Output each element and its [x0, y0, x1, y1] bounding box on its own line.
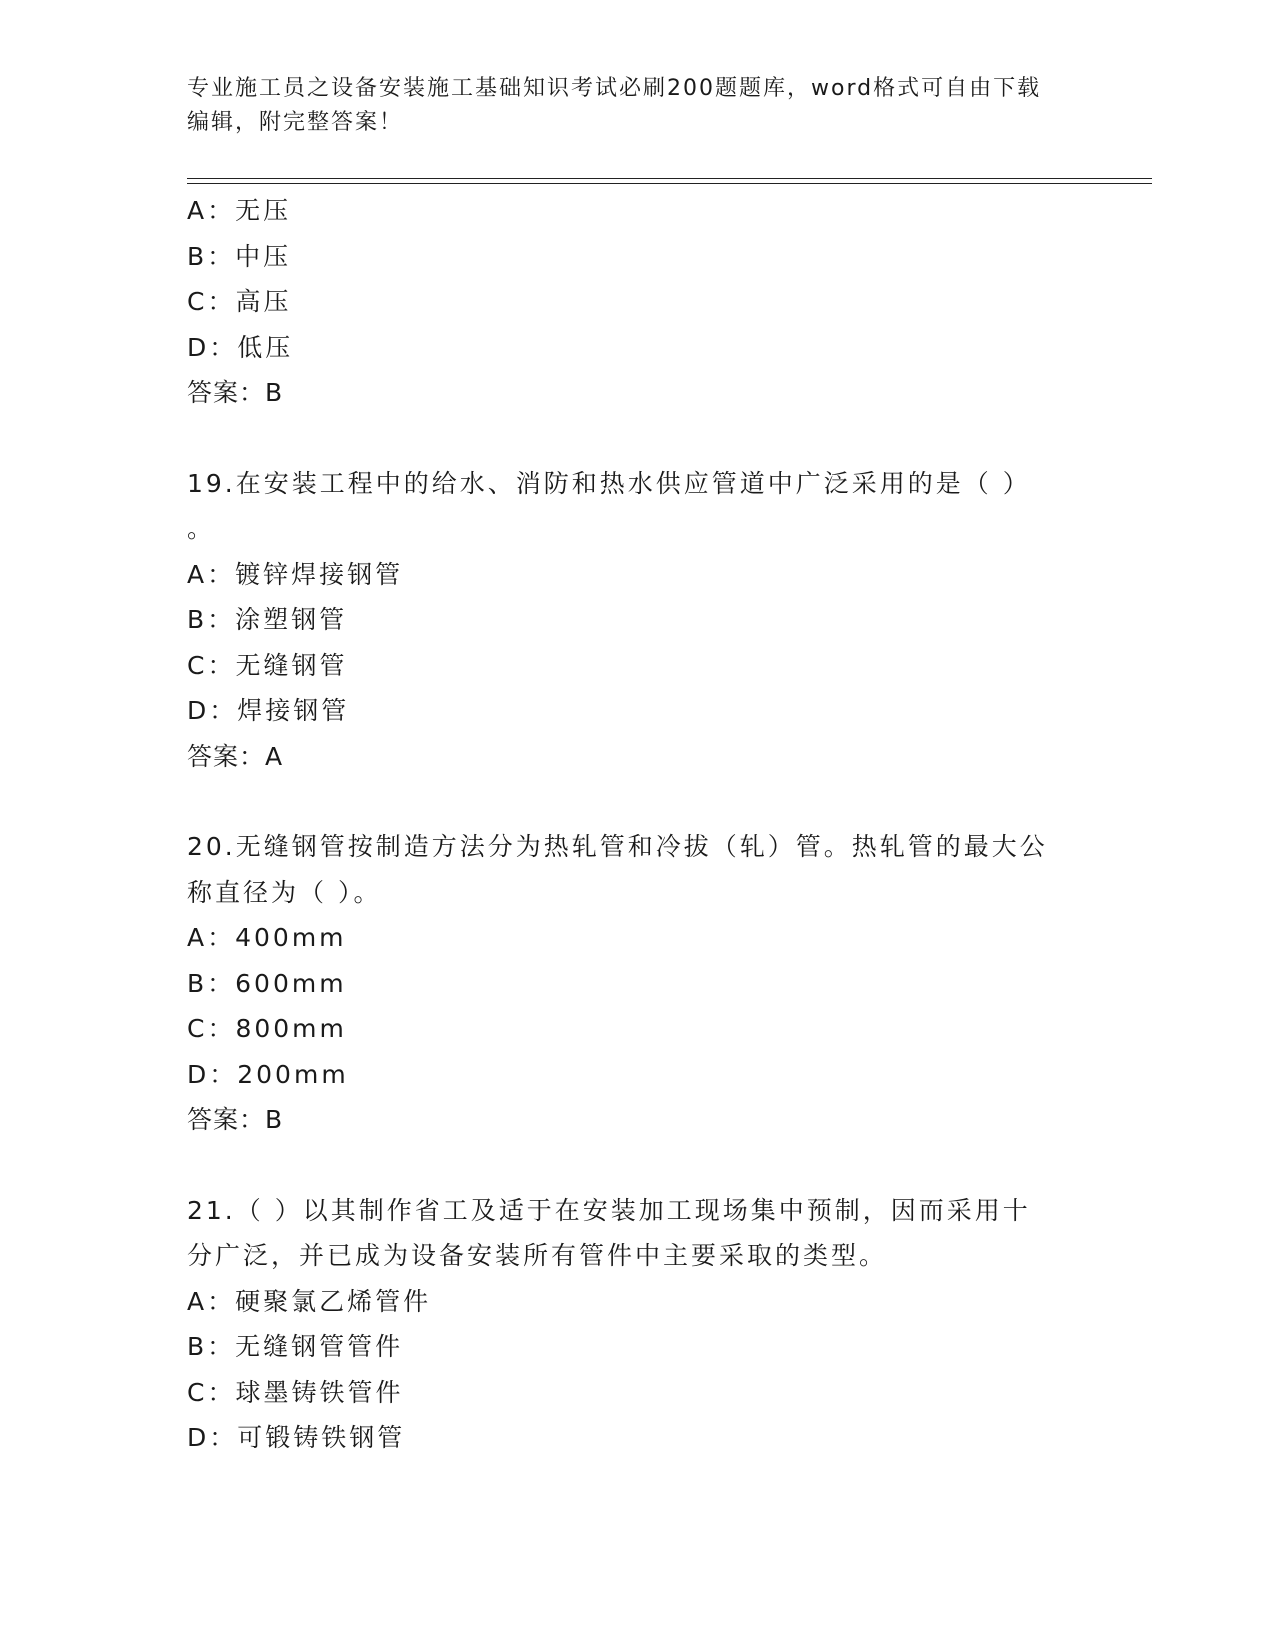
question-text [187, 461, 1087, 552]
option-c: C：球墨铸铁管件 [187, 1377, 404, 1407]
question-text-line-2: 。 [187, 514, 216, 543]
header-line-2: 编辑，附完整答案！ [187, 110, 404, 135]
header-divider-top [187, 178, 1152, 179]
header-line-1: 专业施工员之设备安装施工基础知识考试必刷200题题库，word格式可自由下载 [187, 76, 1042, 101]
question-text-line-1: 21.（ ）以其制作省工及适于在安装加工现场集中预制，因而采用十 [187, 1195, 1031, 1225]
question-text-line-1: 20.无缝钢管按制造方法分为热轧管和冷拔（轧）管。热轧管的最大公 [187, 832, 1048, 861]
option-c: C：高压 [187, 287, 292, 316]
option-a: A：无压 [187, 196, 292, 225]
question-21 [187, 1188, 1087, 1461]
question-text-line-1: 19.在安装工程中的给水、消防和热水供应管道中广泛采用的是（ ） [187, 468, 1031, 498]
option-d: D：200mm [187, 1059, 349, 1089]
option-c: C：无缝钢管 [187, 650, 348, 680]
question-20 [187, 824, 1087, 1143]
answer: 答案：B [187, 378, 284, 407]
option-b: B：中压 [187, 241, 292, 271]
question-18 [187, 188, 1087, 416]
question-text [187, 824, 1087, 915]
option-c: C：800mm [187, 1014, 347, 1043]
question-19 [187, 461, 1087, 780]
option-d: D：低压 [187, 332, 294, 362]
answer: 答案：A [187, 741, 284, 771]
option-b: B：600mm [187, 968, 347, 998]
option-a: A：硬聚氯乙烯管件 [187, 1286, 432, 1316]
option-b: B：涂塑钢管 [187, 605, 348, 634]
option-d: D：可锻铸铁钢管 [187, 1423, 406, 1452]
question-text-line-2: 称直径为（ ）。 [187, 877, 382, 907]
document-header [187, 72, 1087, 140]
question-text [187, 1188, 1087, 1279]
option-a: A：镀锌焊接钢管 [187, 559, 404, 589]
header-divider-bottom [187, 183, 1152, 184]
question-text-line-2: 分广泛，并已成为设备安装所有管件中主要采取的类型。 [187, 1241, 888, 1270]
question-list [187, 188, 1087, 1461]
option-d: D：焊接钢管 [187, 696, 350, 725]
option-a: A：400mm [187, 923, 347, 952]
option-b: B：无缝钢管管件 [187, 1332, 404, 1361]
answer: 答案：B [187, 1105, 284, 1134]
